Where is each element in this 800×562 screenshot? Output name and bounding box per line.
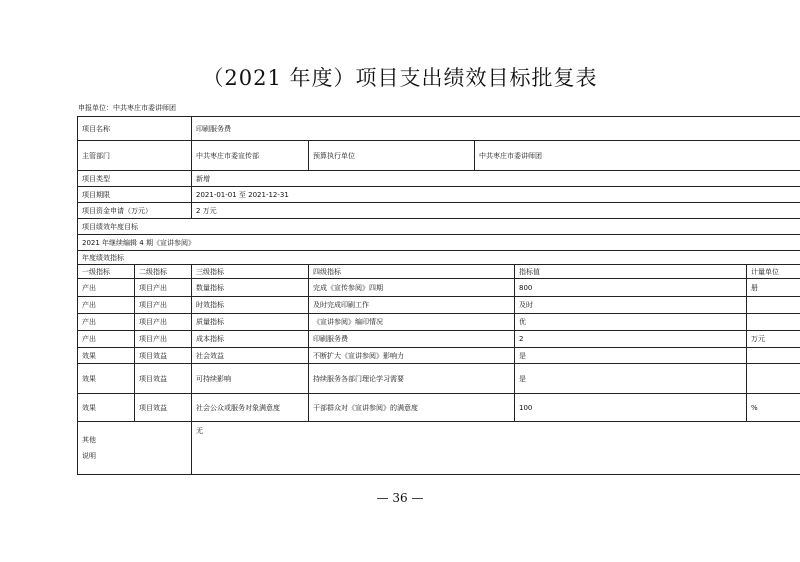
info-row-fund xyxy=(78,203,800,219)
info-row-department xyxy=(78,141,800,171)
table-row xyxy=(78,297,800,314)
other-label-line2: 说明 xyxy=(82,452,96,460)
cell-level2: 项目效益 xyxy=(135,348,192,364)
cell-value: 是 xyxy=(515,348,747,364)
table-row xyxy=(78,364,800,394)
header-value: 指标值 xyxy=(515,265,747,279)
applicant-unit: 申报单位：中共枣庄市委讲师团 xyxy=(78,104,176,112)
fund-value: 2 万元 xyxy=(192,203,800,219)
page-title: （2021 年度）项目支出绩效目标批复表 xyxy=(202,66,598,90)
goal-value: 2021 年继续编辑 4 期《宣讲参阅》 xyxy=(78,235,800,251)
cell-value: 优 xyxy=(515,314,747,331)
table-row xyxy=(78,279,800,297)
cell-level4: 及时完成印刷工作 xyxy=(309,297,515,314)
cell-unit: % xyxy=(747,394,800,422)
cell-unit xyxy=(747,297,800,314)
annual-label-row xyxy=(78,251,800,265)
cell-level1: 产出 xyxy=(78,314,135,331)
cell-level3: 质量指标 xyxy=(192,314,309,331)
cell-value: 及时 xyxy=(515,297,747,314)
header-level3: 三级指标 xyxy=(192,265,309,279)
table-row xyxy=(78,394,800,422)
cell-value: 是 xyxy=(515,364,747,394)
header-unit: 计量单位 xyxy=(747,265,800,279)
cell-level4: 干部群众对《宣讲参阅》的满意度 xyxy=(309,394,515,422)
cell-level2: 项目效益 xyxy=(135,364,192,394)
cell-level1: 效果 xyxy=(78,364,135,394)
cell-value: 100 xyxy=(515,394,747,422)
cell-unit: 万元 xyxy=(747,331,800,348)
info-row-period xyxy=(78,187,800,203)
page-number: — 36 — xyxy=(376,491,424,505)
cell-unit xyxy=(747,364,800,394)
dept-value: 中共枣庄市委宣传部 xyxy=(192,141,309,171)
cell-level4: 印刷服务费 xyxy=(309,331,515,348)
cell-level1: 产出 xyxy=(78,279,135,297)
cell-level1: 效果 xyxy=(78,394,135,422)
cell-value: 2 xyxy=(515,331,747,348)
cell-level4: 不断扩大《宣讲参阅》影响力 xyxy=(309,348,515,364)
cell-level2: 项目产出 xyxy=(135,279,192,297)
exec-unit-value: 中共枣庄市委讲师团 xyxy=(475,141,800,171)
header-level4: 四级指标 xyxy=(309,265,515,279)
other-notes-label xyxy=(78,422,192,475)
cell-level3: 时效指标 xyxy=(192,297,309,314)
cell-value: 800 xyxy=(515,279,747,297)
cell-unit xyxy=(747,314,800,331)
dept-label: 主管部门 xyxy=(78,141,192,171)
cell-unit xyxy=(747,348,800,364)
fund-label: 项目资金申请（万元） xyxy=(78,203,192,219)
cell-level3: 社会效益 xyxy=(192,348,309,364)
goal-label: 项目绩效年度目标 xyxy=(78,219,800,235)
goal-value-row xyxy=(78,235,800,251)
type-value: 新增 xyxy=(192,171,800,187)
annual-indicators-label: 年度绩效指标 xyxy=(78,251,800,265)
cell-level3: 可持续影响 xyxy=(192,364,309,394)
cell-level4: 持续服务各部门理论学习需要 xyxy=(309,364,515,394)
cell-level2: 项目产出 xyxy=(135,331,192,348)
cell-level1: 产出 xyxy=(78,331,135,348)
cell-level1: 产出 xyxy=(78,297,135,314)
period-label: 项目期限 xyxy=(78,187,192,203)
info-row-project-name xyxy=(78,117,800,141)
other-notes-row xyxy=(78,422,800,475)
cell-unit: 册 xyxy=(747,279,800,297)
cell-level4: 《宣讲参阅》编印情况 xyxy=(309,314,515,331)
header-level1: 一级指标 xyxy=(78,265,135,279)
cell-level2: 项目效益 xyxy=(135,394,192,422)
cell-level4: 完成《宣传参阅》四期 xyxy=(309,279,515,297)
performance-table xyxy=(77,116,800,475)
cell-level3: 成本指标 xyxy=(192,331,309,348)
cell-level3: 社会公众或服务对象满意度 xyxy=(192,394,309,422)
table-row xyxy=(78,314,800,331)
cell-level2: 项目产出 xyxy=(135,297,192,314)
other-notes-content: 无 xyxy=(192,422,800,475)
other-label-line1: 其他 xyxy=(82,436,96,444)
cell-level1: 效果 xyxy=(78,348,135,364)
period-value: 2021-01-01 至 2021-12-31 xyxy=(192,187,800,203)
indicator-header-row xyxy=(78,265,800,279)
project-name-label: 项目名称 xyxy=(78,117,192,141)
table-row xyxy=(78,348,800,364)
project-name-value: 印刷服务费 xyxy=(192,117,800,141)
info-row-type xyxy=(78,171,800,187)
type-label: 项目类型 xyxy=(78,171,192,187)
table-row xyxy=(78,331,800,348)
exec-unit-label: 预算执行单位 xyxy=(309,141,475,171)
goal-label-row xyxy=(78,219,800,235)
cell-level3: 数量指标 xyxy=(192,279,309,297)
cell-level2: 项目产出 xyxy=(135,314,192,331)
header-level2: 二级指标 xyxy=(135,265,192,279)
